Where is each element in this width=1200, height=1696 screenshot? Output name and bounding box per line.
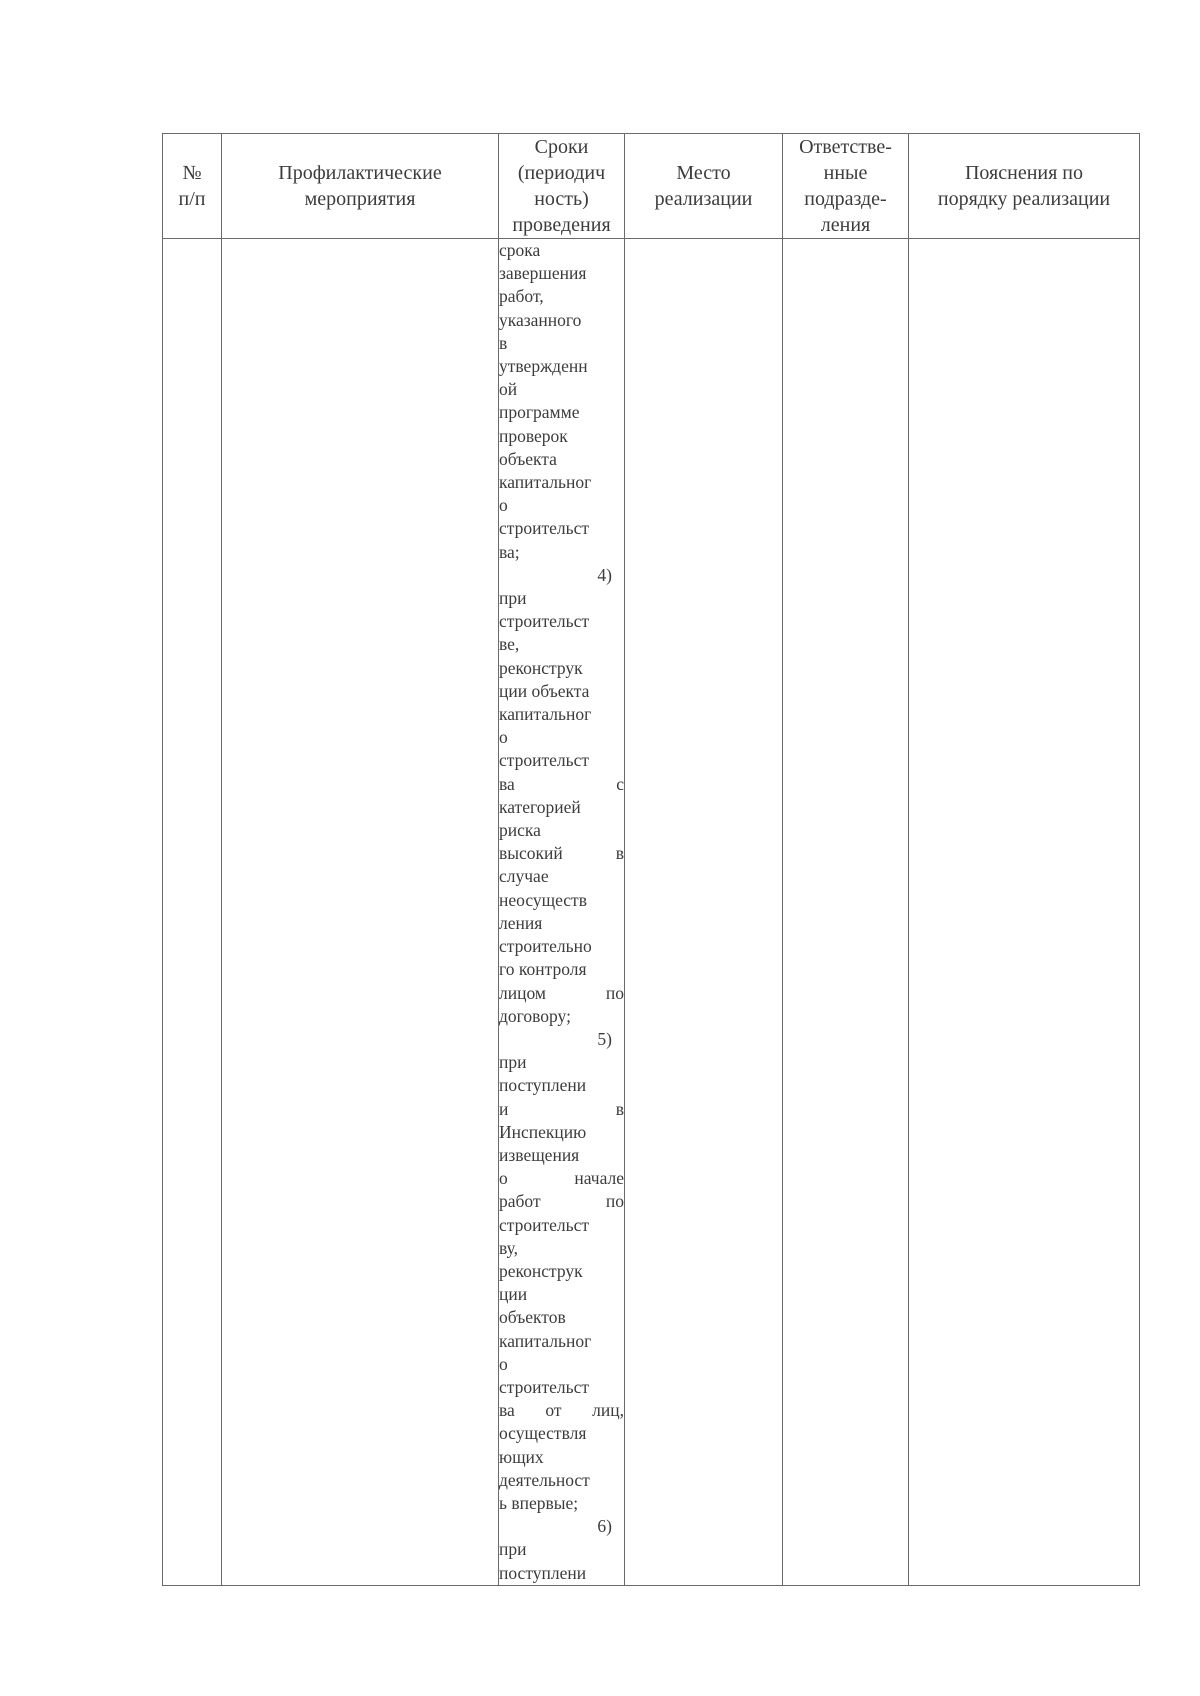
- terms-text-line: [499, 1399, 624, 1422]
- cell-notes: [909, 239, 1140, 1586]
- header-line: Пояснения по: [964, 162, 1084, 184]
- header-line: Место: [676, 162, 731, 184]
- terms-text-line: о: [499, 1353, 508, 1374]
- terms-text-line: [499, 842, 624, 865]
- measures-table: [162, 133, 1140, 1586]
- terms-text-line: строительно: [499, 936, 592, 957]
- terms-text-line: о: [499, 495, 508, 516]
- terms-word: работ: [499, 1191, 541, 1212]
- terms-text-line: работ,: [499, 286, 544, 307]
- header-notes: [909, 134, 1140, 239]
- cell-terms: [499, 239, 625, 1586]
- terms-text-line: реконструк: [499, 657, 583, 678]
- terms-text-line: поступлени: [499, 1075, 587, 1096]
- terms-text-line: ции: [499, 1284, 528, 1305]
- terms-word: лиц,: [592, 1400, 624, 1421]
- terms-word: ва: [499, 1400, 515, 1421]
- terms-text-line: [499, 1190, 624, 1213]
- terms-text-line: ь впервые;: [499, 1492, 579, 1513]
- header-line: №: [182, 162, 202, 184]
- terms-text-line: поступлени: [499, 1562, 587, 1583]
- terms-text-line: указанного: [499, 309, 582, 330]
- header-line: ления: [820, 214, 871, 236]
- header-line: п/п: [178, 188, 206, 210]
- terms-word: в: [615, 843, 624, 864]
- table-header-row: [163, 134, 1140, 239]
- header-terms: [499, 134, 625, 239]
- header-line: подразде-: [804, 188, 887, 210]
- header-num: [163, 134, 222, 239]
- terms-text-line: ва;: [499, 541, 520, 562]
- header-line: нные: [823, 162, 868, 184]
- terms-text-line: [499, 1098, 624, 1121]
- terms-text-line: ющих: [499, 1446, 544, 1467]
- terms-text-line: при: [499, 1539, 527, 1560]
- header-place: [625, 134, 783, 239]
- terms-text-line: 6): [597, 1516, 612, 1537]
- terms-text-line: ции объекта: [499, 680, 590, 701]
- terms-text-line: объектов: [499, 1307, 566, 1328]
- terms-text-line: при: [499, 588, 527, 609]
- terms-text-line: риска: [499, 820, 541, 841]
- header-line: реализации: [654, 188, 753, 210]
- header-line: Сроки: [534, 136, 589, 158]
- terms-text-line: ву,: [499, 1237, 519, 1258]
- terms-text-line: ления: [499, 912, 543, 933]
- terms-word: о: [499, 1168, 508, 1189]
- terms-word: начале: [574, 1168, 624, 1189]
- terms-text-line: Инспекцию: [499, 1121, 587, 1142]
- terms-text-line: [499, 773, 624, 796]
- terms-word: с: [616, 773, 624, 794]
- terms-text-line: объекта: [499, 448, 557, 469]
- terms-text-line: 4): [597, 564, 612, 585]
- terms-text-line: строительст: [499, 1376, 590, 1397]
- header-line: порядку реализации: [937, 188, 1111, 210]
- terms-text-line: утвержденн: [499, 356, 588, 377]
- terms-word: высокий: [499, 843, 563, 864]
- header-responsible: [783, 134, 909, 239]
- cell-responsible: [783, 239, 909, 1586]
- terms-text-line: реконструк: [499, 1260, 583, 1281]
- terms-text-line: ве,: [499, 634, 520, 655]
- terms-text-line: о: [499, 727, 508, 748]
- terms-text-line: строительст: [499, 518, 590, 539]
- terms-text-line: строительст: [499, 1214, 590, 1235]
- terms-text-line: капитальног: [499, 1330, 592, 1351]
- header-line: ность): [534, 188, 589, 210]
- terms-text-line: деятельност: [499, 1469, 590, 1490]
- terms-text-line: строительст: [499, 611, 590, 632]
- terms-text-line: в: [499, 332, 508, 353]
- terms-text-line: при: [499, 1052, 527, 1073]
- terms-text-line: неосуществ: [499, 889, 587, 910]
- terms-text-line: договору;: [499, 1005, 571, 1026]
- terms-word: лицом: [499, 982, 546, 1003]
- terms-text-line: ой: [499, 379, 518, 400]
- header-measures: [222, 134, 499, 239]
- terms-text-line: капитальног: [499, 704, 592, 725]
- header-line: (периодич: [517, 162, 606, 184]
- terms-text-line: срока: [499, 240, 541, 260]
- terms-word: по: [605, 982, 624, 1003]
- header-line: мероприятия: [304, 188, 416, 210]
- terms-text-line: [499, 1167, 624, 1190]
- header-line: проведения: [512, 214, 611, 236]
- terms-text-line: завершения: [499, 263, 587, 284]
- terms-word: по: [605, 1191, 624, 1212]
- table-row: [163, 239, 1140, 1586]
- terms-text-line: проверок: [499, 425, 568, 446]
- terms-text-line: категорией: [499, 796, 581, 817]
- header-line: Ответстве-: [799, 136, 892, 158]
- terms-text-line: го контроля: [499, 959, 587, 980]
- cell-place: [625, 239, 783, 1586]
- terms-text-line: случае: [499, 866, 549, 887]
- terms-text-line: строительст: [499, 750, 590, 771]
- terms-text-line: извещения: [499, 1144, 580, 1165]
- header-line: Профилактические: [278, 162, 442, 184]
- terms-text-line: [499, 982, 624, 1005]
- cell-num: [163, 239, 222, 1586]
- terms-text-line: программе: [499, 402, 580, 423]
- terms-text-line: капитальног: [499, 472, 592, 493]
- terms-word: и: [499, 1098, 509, 1119]
- terms-text-line: осуществля: [499, 1423, 587, 1444]
- terms-text-line: 5): [597, 1028, 612, 1049]
- terms-word: ва: [499, 773, 515, 794]
- terms-word: в: [615, 1098, 624, 1119]
- terms-word: от: [545, 1400, 562, 1421]
- cell-measures: [222, 239, 499, 1586]
